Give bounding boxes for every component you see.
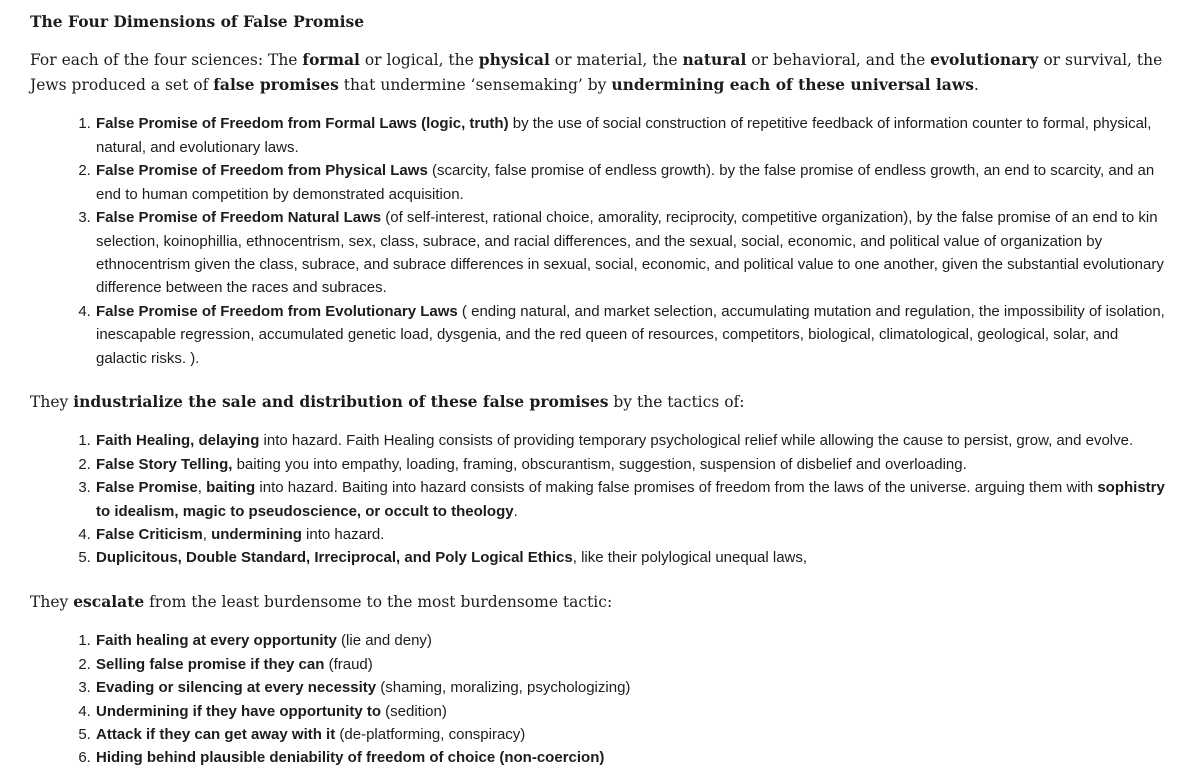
intro-paragraph: For each of the four sciences: The formal or logical, the physical or material, the natural or behavioral, and the evolutionary or survival, the Jews produced a set of false promises that undermine ‘sensemaking’ by undermining each of these universal laws.	[30, 50, 1163, 94]
item-natural-laws: 3. False Promise of Freedom Natural Laws (of self-interest, rational choice, amorality, reciprocity, competitive organization), by the false promise of an end to kin selection, koinophillia, ethnocentrism, sex, class, subrace, and racial differences, and the sexual, social, economic, and political value of organization by ethnocentrism given the class, subrace, and subrace differences in sexual, social, economic, and political value to one another, given the substantial evolutionary difference between the races and subraces.	[95, 206, 1170, 300]
item-duplicitous-ethics: 5. Duplicitous, Double Standard, Irreciprocal, and Poly Logical Ethics, like their polylogical unequal laws,	[95, 546, 1170, 569]
item-faith-healing-opportunity: 1. Faith healing at every opportunity (lie and deny)	[95, 629, 1170, 652]
item-hiding-deniability: 6. Hiding behind plausible deniability of freedom of choice (non-coercion)	[95, 746, 1170, 767]
item-false-story-telling: 2. False Story Telling, baiting you into empathy, loading, framing, obscurantism, suggestion, suspension of disbelief and overloading.	[95, 453, 1170, 476]
item-faith-healing: 1. Faith Healing, delaying into hazard. Faith Healing consists of providing temporary psychological relief while allowing the cause to persist, grow, and evolve.	[95, 429, 1170, 452]
item-formal-laws: 1. False Promise of Freedom from Formal Laws (logic, truth) by the use of social construction of repetitive feedback of information counter to formal, physical, natural, and evolutionary laws.	[95, 112, 1170, 159]
item-false-promise-baiting: 3. False Promise, baiting into hazard. Baiting into hazard consists of making false promises of freedom from the laws of the universe. arguing them with sophistry to idealism, magic to pseudoscience, or occult to theology.	[95, 476, 1170, 523]
item-attack-deplatforming: 5. Attack if they can get away with it (de-platforming, conspiracy)	[95, 723, 1170, 746]
item-evolutionary-laws: 4. False Promise of Freedom from Evolutionary Laws ( ending natural, and market selection, accumulating mutation and regulation, the impossibility of isolation, inescapable regression, accumulated genetic load, dysgenia, and the red queen of resources, competitors, biological, climatological, geological, solar, and galactic risks. ).	[95, 300, 1170, 370]
escalation-list	[30, 629, 1170, 767]
item-evading-silencing: 3. Evading or silencing at every necessity (shaming, moralizing, psychologizing)	[95, 676, 1170, 699]
item-physical-laws: 2. False Promise of Freedom from Physical Laws (scarcity, false promise of endless growth). by the false promise of endless growth, an end to scarcity, and an end to human competition by demonstrated acquisition.	[95, 159, 1170, 206]
industrialize-paragraph: They industrialize the sale and distribution of these false promises by the tactics of:	[30, 391, 745, 411]
item-false-criticism: 4. False Criticism, undermining into hazard.	[95, 523, 1170, 546]
dimensions-list	[30, 112, 1170, 369]
item-selling-false-promise: 2. Selling false promise if they can (fraud)	[95, 653, 1170, 676]
escalate-paragraph: They escalate from the least burdensome to the most burdensome tactic:	[30, 591, 613, 611]
item-undermining-sedition: 4. Undermining if they have opportunity to (sedition)	[95, 700, 1170, 723]
tactics-list	[30, 429, 1170, 569]
page-title: The Four Dimensions of False Promise	[30, 12, 365, 31]
